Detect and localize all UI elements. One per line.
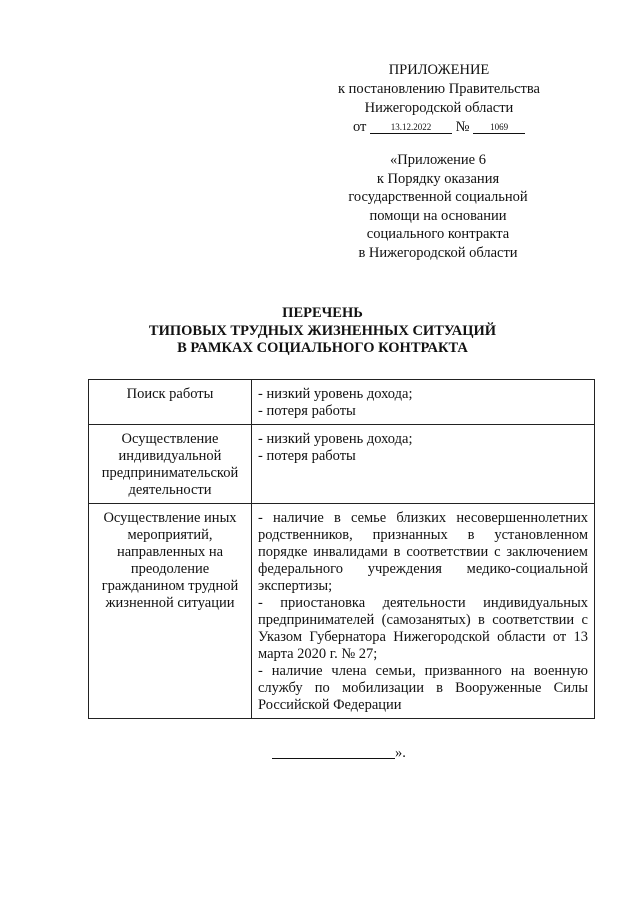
table-row (89, 425, 595, 504)
measure-cell: Поиск работы (89, 380, 252, 425)
situation-item: - наличие члена семьи, призванного на военную службу по мобилизации в Вооруженные Силы Российской Федерации (258, 663, 588, 713)
appendix-line-1: к постановлению Правительства (338, 81, 540, 97)
appendix-title: ПРИЛОЖЕНИЕ (388, 62, 490, 78)
sub-appendix-line: государственной социальной (348, 189, 528, 205)
sub-appendix-line: помощи на основании (369, 207, 507, 224)
situation-item: - потеря работы (258, 403, 356, 419)
appendix-block (318, 61, 560, 137)
sub-appendix-line: социального контракта (366, 226, 510, 242)
situation-item: - наличие в семье близких несовершеннолетних родственников, признанных в установленном порядке инвалидами в соответствии с заключением федерального учреждения медико-социальной экспертизы; (258, 510, 588, 594)
sub-appendix-line: в Нижегородской области (358, 244, 518, 261)
sub-appendix-block (322, 151, 554, 262)
situation-item: - потеря работы (258, 448, 356, 464)
heading-line-1: ПЕРЕЧЕНЬ (282, 305, 363, 321)
situation-item: - приостановка деятельности индивидуальных предпринимателей (самозанятых) в соответствии с Указом Губернатора Нижегородской области от 13 марта 2020 г. № 27; (258, 595, 588, 662)
appendix-date-line (318, 118, 560, 137)
sub-appendix-line: к Порядку оказания (376, 170, 500, 187)
closing-quote: ». (395, 745, 406, 761)
from-label: от (352, 119, 367, 135)
heading-line-2: ТИПОВЫХ ТРУДНЫХ ЖИЗНЕННЫХ СИТУАЦИЙ (148, 322, 497, 339)
table-row (89, 380, 595, 425)
measure-cell: Осуществление иных мероприятий, направленных на преодоление гражданином трудной жизненной ситуации (89, 504, 252, 719)
situation-item: - низкий уровень дохода; (258, 431, 413, 447)
closing-rule (272, 758, 395, 759)
number-label: № (455, 119, 470, 135)
table-row (89, 504, 595, 719)
appendix-line-2: Нижегородской области (364, 100, 514, 116)
measure-cell: Осуществление индивидуальной предпринимательской деятельности (89, 425, 252, 504)
closing-line (272, 745, 422, 762)
situation-item: - низкий уровень дохода; (258, 386, 413, 402)
sub-appendix-line: «Приложение 6 (390, 152, 486, 168)
heading-line-3: В РАМКАХ СОЦИАЛЬНОГО КОНТРАКТА (177, 340, 468, 356)
situations-cell (252, 425, 595, 504)
decree-date: 13.12.2022 (370, 122, 452, 134)
situations-table (88, 379, 595, 719)
situations-cell (252, 504, 595, 719)
situations-cell (252, 380, 595, 425)
decree-number: 1069 (473, 122, 525, 134)
document-heading (80, 305, 565, 358)
